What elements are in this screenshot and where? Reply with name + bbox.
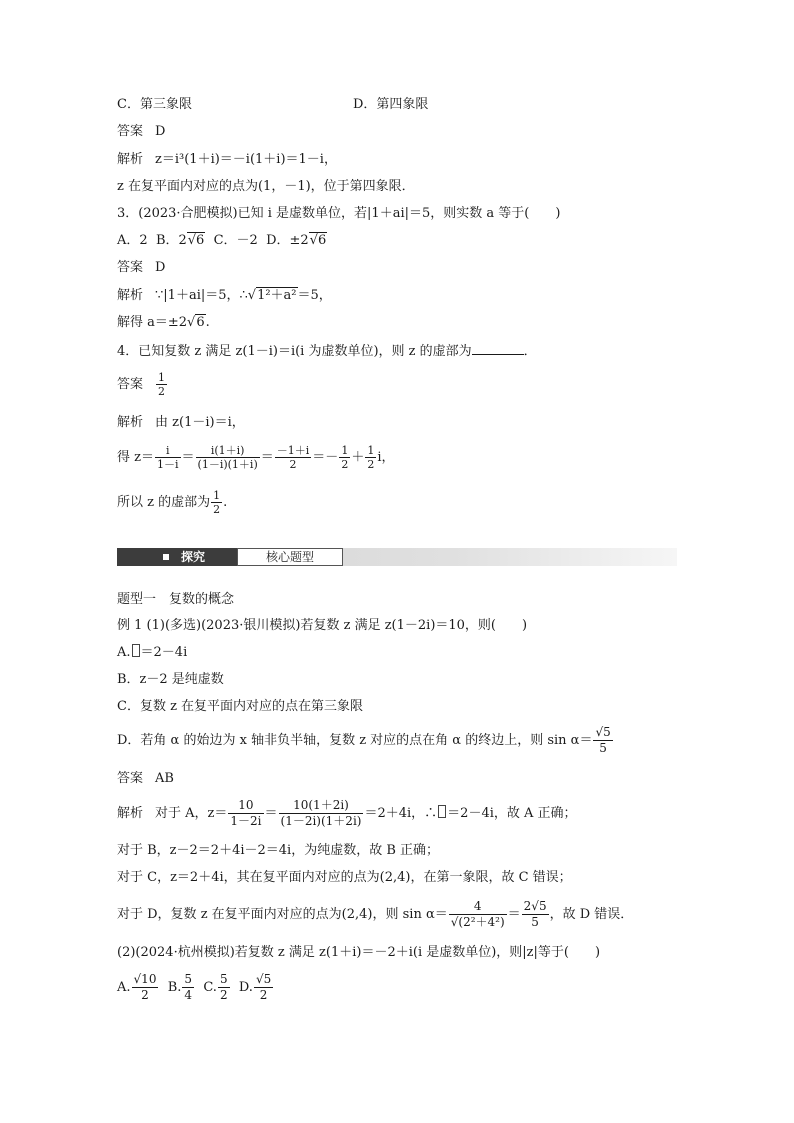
q4-stem <box>117 342 537 361</box>
ex1-analysis-b: 对于 B，z－2＝2＋4i－2＝4i，为纯虚数，故 B 正确； <box>117 843 440 858</box>
option-b: B. <box>167 980 182 995</box>
ex1-option-d <box>117 722 614 760</box>
analysis-label: 解析 <box>117 415 144 430</box>
q2-option-d: D．第四象限 <box>353 97 429 112</box>
fraction: $\frac{2√5}{5}$ <box>523 899 547 929</box>
analysis-label: 解析 <box>117 288 144 303</box>
q3-stem: 3．(2023·合肥模拟)已知 i 是虚数单位，若|1＋ai|＝5，则实数 a 等于( ) <box>117 206 561 221</box>
q4-text: 得 z＝ <box>117 450 154 465</box>
option-text: A. <box>117 645 131 660</box>
q3-analysis-line2 <box>117 314 210 332</box>
q4-text: ＝ <box>312 450 326 465</box>
ex1-answer <box>117 770 174 788</box>
analysis-label: 解析 <box>117 806 144 821</box>
q3-analysis-part: ∵|1＋ai|＝5，∴ <box>155 288 248 303</box>
q2-option-c: C．第三象限 <box>117 97 192 112</box>
q4-text: i， <box>377 450 395 465</box>
fraction: $\frac{10(1+2i)}{(1-2i)(1+2i)}$ <box>280 798 362 828</box>
answer-fraction: $\frac{1}{2}$ <box>158 371 166 398</box>
ex1-option-c: C．复数 z 在复平面内对应的点在第三象限 <box>117 699 364 714</box>
q4-stem-text: 4．已知复数 z 满足 z(1－i)＝i(i 为虚数单位)，则 z 的虚部为 <box>117 344 472 359</box>
answer-value: D <box>155 124 166 139</box>
fraction: $\frac{5}{2}$ <box>219 972 228 1002</box>
q4-text: 所以 z 的虚部为 <box>117 495 211 510</box>
answer-label: 答案 <box>117 377 144 392</box>
ex1-2-stem: (2)(2024·杭州模拟)若复数 z 满足 z(1＋i)＝－2＋i(i 是虚数单位)，则|z|等于( ) <box>117 945 601 960</box>
answer-label: 答案 <box>117 771 144 786</box>
option-d: D. <box>238 980 253 995</box>
analysis-text: ，故 D 错误． <box>549 907 634 922</box>
fraction: $\frac{1}{2}$ <box>367 444 375 471</box>
answer-value: D <box>155 260 166 275</box>
q4-text: － <box>325 450 339 465</box>
analysis-text: 对于 D，复数 z 在复平面内对应的点为(2,4)，则 sin α＝ <box>117 907 448 922</box>
fraction: $\frac{√5}{5}$ <box>595 725 611 755</box>
fraction: $\frac{10}{1-2i}$ <box>230 798 262 828</box>
q3-option-d: D．±2 <box>266 233 309 248</box>
answer-label: 答案 <box>117 124 144 139</box>
q2-analysis-line2: z 在复平面内对应的点为(1，－1)，位于第四象限． <box>117 179 415 194</box>
q3-option-c: C．－2 <box>213 233 258 248</box>
q3-analysis-part: 解得 a＝±2 <box>117 315 188 330</box>
sqrt-icon: √6 <box>187 315 205 330</box>
sqrt-icon: √6 <box>187 233 205 248</box>
q4-stem-end: ． <box>523 344 537 359</box>
q3-option-b: B．2 <box>155 233 187 248</box>
q3-answer <box>117 259 165 277</box>
ex1-analysis-c: 对于 C，z＝2＋4i，其在复平面内对应的点为(2,4)，在第一象限，故 C 错误； <box>117 870 572 885</box>
q4-text: ＋ <box>351 450 365 465</box>
analysis-text: ＝2－4i，故 A 正确； <box>447 806 577 821</box>
option-c: C. <box>203 980 217 995</box>
q4-text: . <box>223 495 228 510</box>
section-tag-light: 核心题型 <box>237 548 343 566</box>
q3-option-a: A．2 <box>117 233 148 248</box>
fraction: $\frac{i(1+i)}{(1-i)(1+i)}$ <box>197 444 258 471</box>
square-bullet-icon <box>163 554 169 560</box>
option-text: ＝2－4i <box>140 645 188 660</box>
ex1-2-options <box>117 968 274 1008</box>
conjugate-z-glyph-icon <box>438 805 446 818</box>
ex1-option-a <box>117 644 187 662</box>
fraction: $\frac{√5}{2}$ <box>255 972 272 1002</box>
sqrt-icon: √1²＋a² <box>247 288 297 303</box>
q4-analysis-line3 <box>117 486 227 520</box>
fraction: $\frac{4}{\text{√(2²＋4²)}}$ <box>450 899 505 929</box>
section-header <box>117 548 677 566</box>
analysis-text: ＝ <box>507 907 521 922</box>
ex1-analysis-d <box>117 894 633 936</box>
q4-text: ＝ <box>260 450 274 465</box>
conjugate-z-glyph-icon <box>132 644 140 657</box>
q2-options <box>117 96 429 114</box>
option-a: A. <box>117 980 131 995</box>
fraction: $\frac{1}{2}$ <box>341 444 349 471</box>
ex1-option-b: B．z－2 是纯虚数 <box>117 672 224 687</box>
analysis-text: ＝2＋4i，∴ <box>364 806 438 821</box>
q3-analysis-part: . <box>205 315 210 330</box>
q4-answer <box>117 368 168 402</box>
answer-blank <box>472 342 524 355</box>
fraction: $\frac{-1+i}{2}$ <box>276 444 310 471</box>
q2-answer <box>117 123 165 141</box>
answer-value: AB <box>155 771 174 786</box>
q3-options <box>117 232 327 250</box>
answer-label: 答案 <box>117 260 144 275</box>
q4-text: ＝ <box>181 450 195 465</box>
topic-title: 题型一 复数的概念 <box>117 592 235 607</box>
q2-analysis-text: z＝i³(1＋i)＝－i(1＋i)＝1－i， <box>155 152 337 167</box>
q4-analysis-line2 <box>117 440 395 476</box>
sqrt-icon: √6 <box>309 233 327 248</box>
analysis-label: 解析 <box>117 152 144 167</box>
fraction: $\frac{1}{2}$ <box>213 489 221 516</box>
q4-analysis-line1 <box>117 414 245 432</box>
q3-analysis-line1 <box>117 287 332 305</box>
option-text: D．若角 α 的始边为 x 轴非负半轴，复数 z 对应的点在角 α 的终边上，则 sin α＝ <box>117 733 593 748</box>
analysis-text: 对于 A，z＝ <box>155 806 228 821</box>
ex1-analysis-a <box>117 795 577 833</box>
q4-analysis-text: 由 z(1－i)＝i， <box>155 415 245 430</box>
fraction: $\frac{i}{1-i}$ <box>156 444 179 471</box>
section-tag-label: 探究 <box>181 550 206 564</box>
section-tag-dark <box>117 548 237 566</box>
q3-analysis-part: ＝5， <box>297 288 332 303</box>
fraction: $\frac{√10}{2}$ <box>133 972 157 1002</box>
q2-analysis-line1 <box>117 151 337 169</box>
analysis-text: ＝ <box>264 806 278 821</box>
fraction: $\frac{5}{4}$ <box>184 972 193 1002</box>
ex1-stem: 例 1 (1)(多选)(2023·银川模拟)若复数 z 满足 z(1－2i)＝10，则( ) <box>117 618 528 633</box>
